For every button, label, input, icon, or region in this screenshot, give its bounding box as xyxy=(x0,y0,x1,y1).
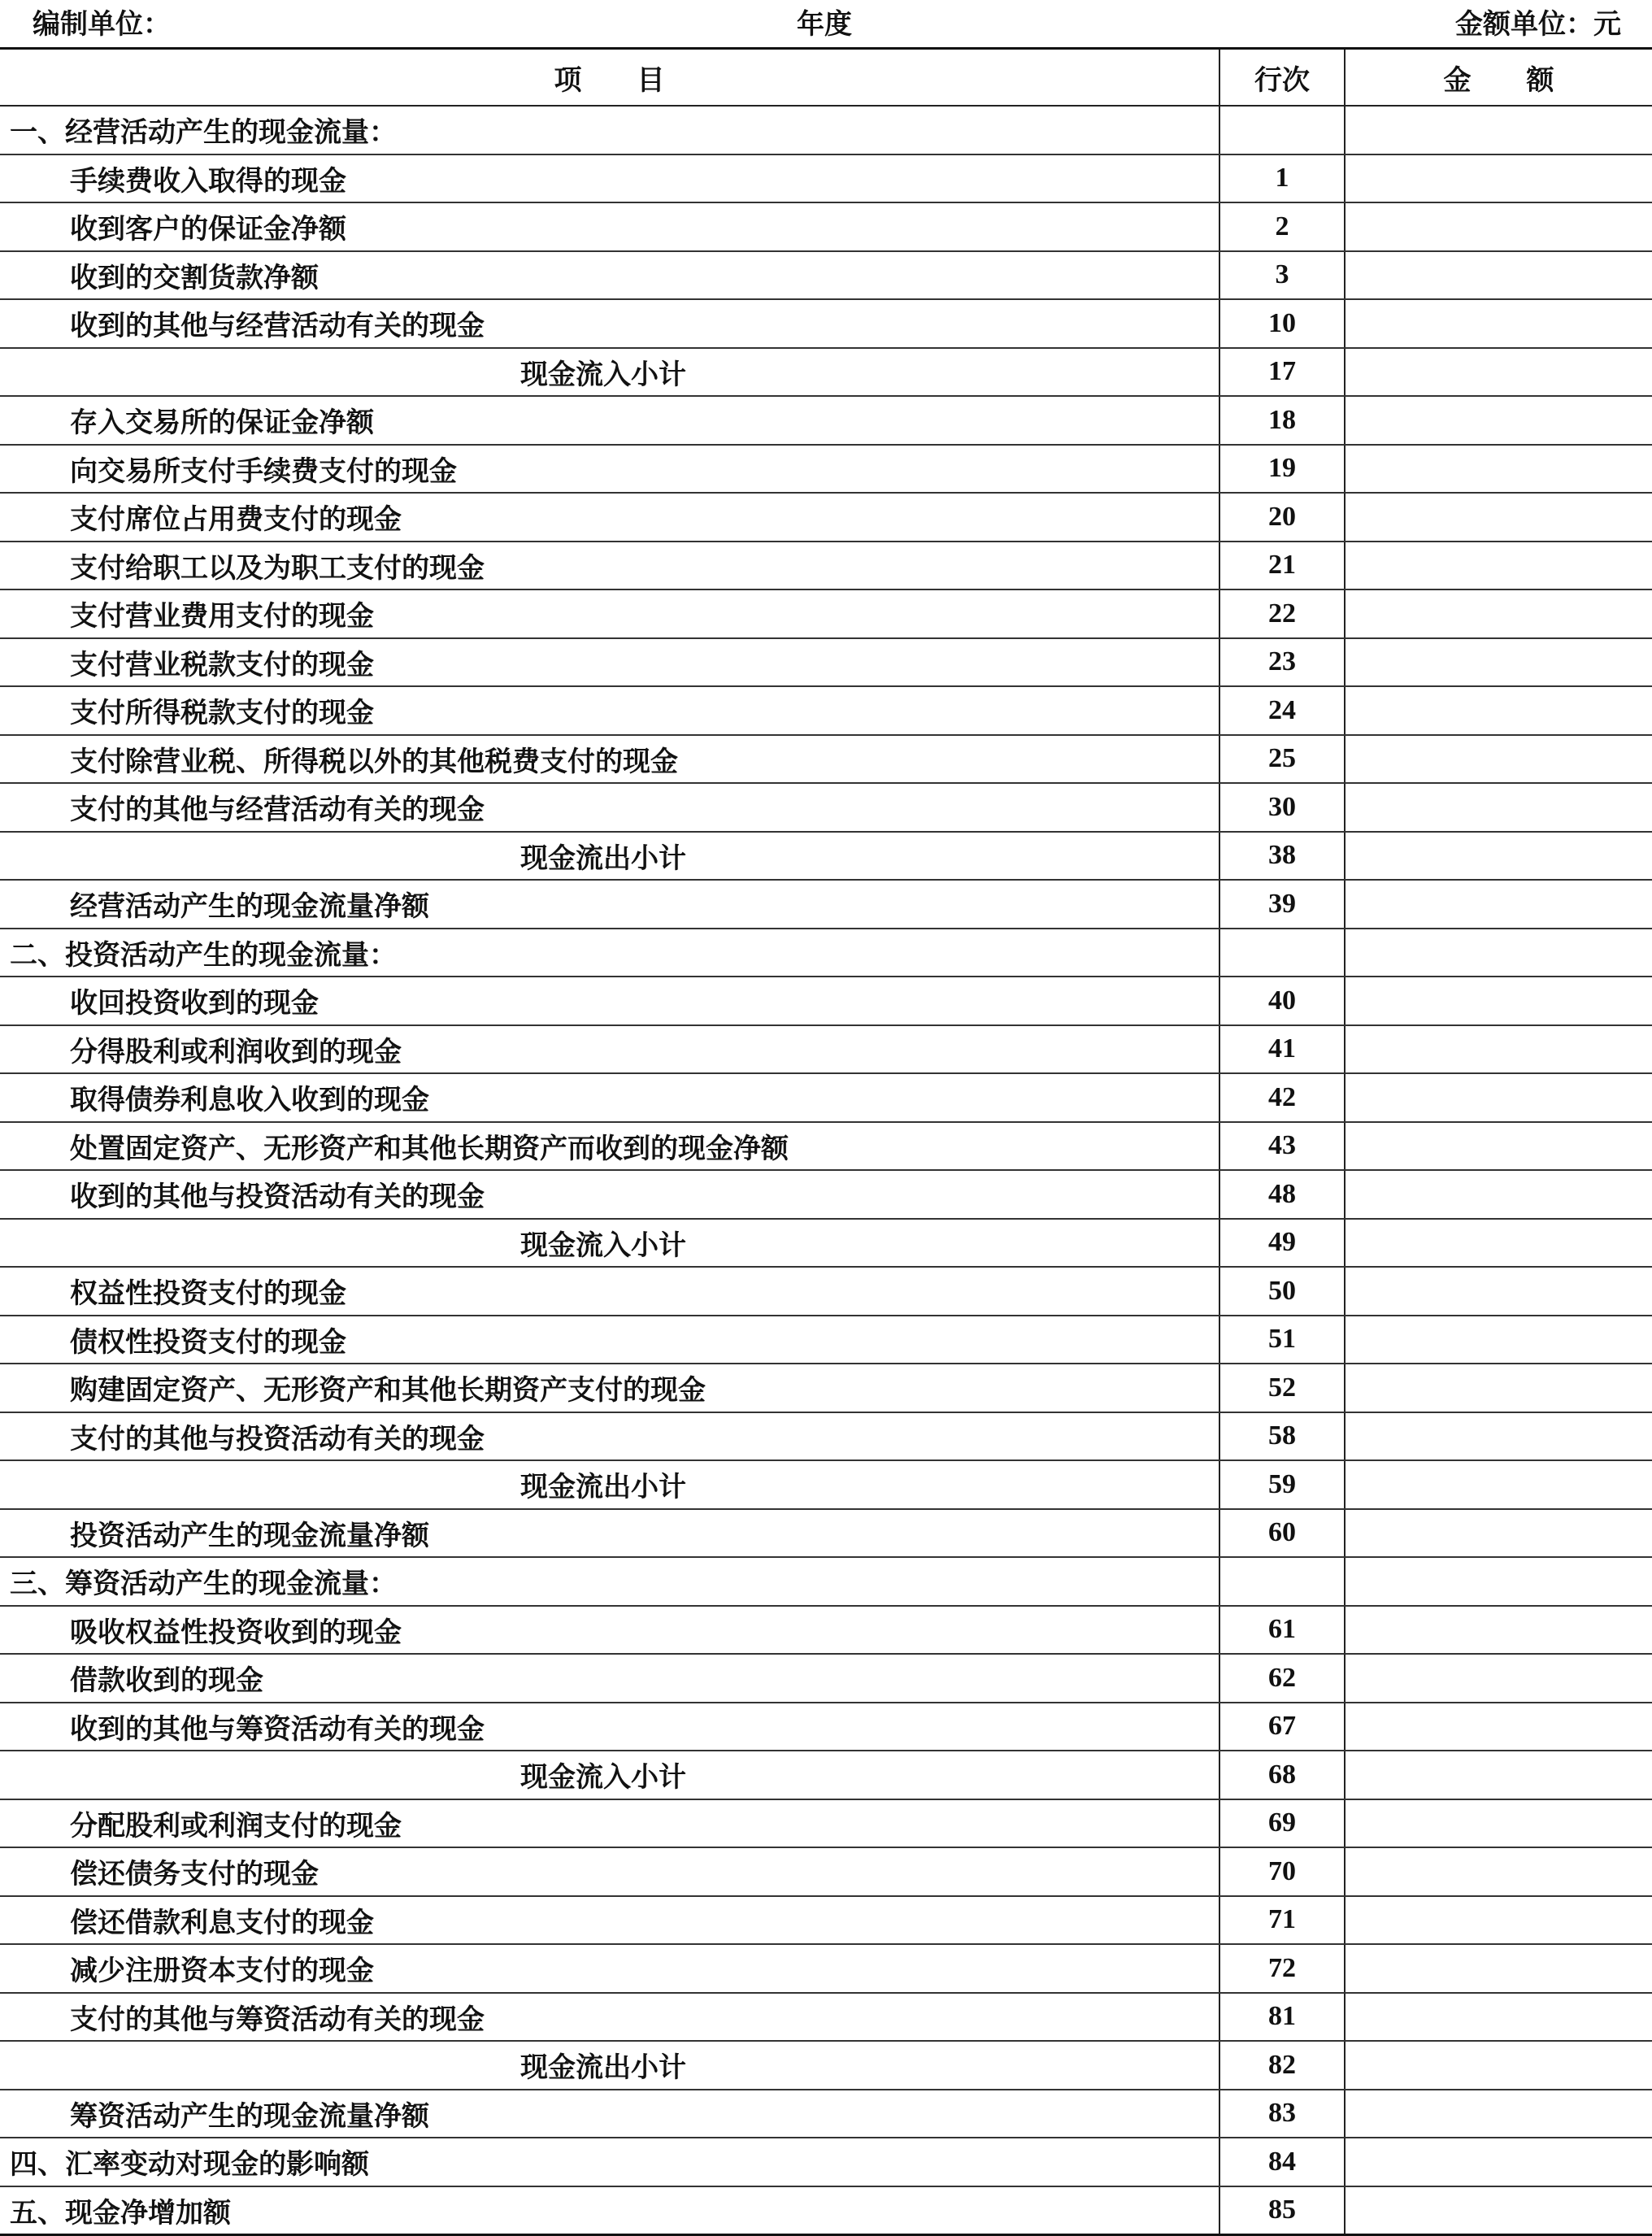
row-number: 83 xyxy=(1219,2090,1345,2138)
row-number: 49 xyxy=(1219,1219,1345,1268)
amount-cell xyxy=(1345,686,1652,735)
table-row xyxy=(0,2090,1652,2138)
row-number: 17 xyxy=(1219,348,1345,397)
table-row xyxy=(0,1219,1652,1268)
row-number: 30 xyxy=(1219,783,1345,832)
amount-cell xyxy=(1345,1654,1652,1703)
amount-cell xyxy=(1345,1025,1652,1074)
line-item-label: 支付席位占用费支付的现金 xyxy=(0,493,1219,542)
subtotal-label: 现金流出小计 xyxy=(0,832,1219,881)
table-row xyxy=(0,638,1652,687)
amount-cell xyxy=(1345,1170,1652,1219)
section-heading: 三、筹资活动产生的现金流量： xyxy=(0,1557,1219,1606)
row-number: 69 xyxy=(1219,1799,1345,1848)
amount-cell xyxy=(1345,445,1652,494)
amount-cell xyxy=(1345,783,1652,832)
row-number: 1 xyxy=(1219,154,1345,203)
line-item-label: 筹资活动产生的现金流量净额 xyxy=(0,2090,1219,2138)
currency-unit-label: 金额单位：元 xyxy=(1455,8,1621,41)
amount-cell xyxy=(1345,638,1652,687)
table-row xyxy=(0,2041,1652,2090)
amount-cell xyxy=(1345,2090,1652,2138)
line-item-label: 投资活动产生的现金流量净额 xyxy=(0,1509,1219,1558)
section-heading: 二、投资活动产生的现金流量： xyxy=(0,929,1219,977)
table-row xyxy=(0,2186,1652,2235)
row-number: 68 xyxy=(1219,1751,1345,1799)
line-item-label: 债权性投资支付的现金 xyxy=(0,1316,1219,1364)
line-item-label: 经营活动产生的现金流量净额 xyxy=(0,880,1219,929)
table-row xyxy=(0,251,1652,300)
table-row xyxy=(0,1460,1652,1509)
row-number: 43 xyxy=(1219,1122,1345,1171)
amount-cell xyxy=(1345,1509,1652,1558)
table-row xyxy=(0,1557,1652,1606)
amount-cell xyxy=(1345,977,1652,1025)
table-header-row xyxy=(0,49,1652,107)
column-header-item: 项 目 xyxy=(0,49,1219,107)
statement-meta-line xyxy=(0,0,1652,46)
table-row xyxy=(0,1316,1652,1364)
line-item-label: 借款收到的现金 xyxy=(0,1654,1219,1703)
amount-cell xyxy=(1345,735,1652,784)
table-row xyxy=(0,977,1652,1025)
row-number: 84 xyxy=(1219,2138,1345,2186)
amount-cell xyxy=(1345,1606,1652,1655)
line-item-label: 分配股利或利润支付的现金 xyxy=(0,1799,1219,1848)
amount-cell xyxy=(1345,1460,1652,1509)
line-item-label: 收到的交割货款净额 xyxy=(0,251,1219,300)
table-row xyxy=(0,686,1652,735)
table-row xyxy=(0,106,1652,154)
row-number: 38 xyxy=(1219,832,1345,881)
amount-cell xyxy=(1345,929,1652,977)
line-item-label: 偿还借款利息支付的现金 xyxy=(0,1896,1219,1945)
amount-cell xyxy=(1345,832,1652,881)
table-row xyxy=(0,1993,1652,2042)
amount-cell xyxy=(1345,1993,1652,2042)
line-item-label: 支付的其他与经营活动有关的现金 xyxy=(0,783,1219,832)
subtotal-label: 现金流出小计 xyxy=(0,2041,1219,2090)
table-row xyxy=(0,1944,1652,1993)
amount-cell xyxy=(1345,1944,1652,1993)
table-row xyxy=(0,154,1652,203)
amount-cell xyxy=(1345,1122,1652,1171)
table-row xyxy=(0,589,1652,638)
amount-cell xyxy=(1345,1412,1652,1461)
amount-cell xyxy=(1345,1557,1652,1606)
row-number: 61 xyxy=(1219,1606,1345,1655)
row-number: 41 xyxy=(1219,1025,1345,1074)
row-number: 42 xyxy=(1219,1073,1345,1122)
amount-cell xyxy=(1345,1219,1652,1268)
table-row xyxy=(0,1364,1652,1412)
table-row xyxy=(0,299,1652,348)
amount-cell xyxy=(1345,251,1652,300)
amount-cell xyxy=(1345,493,1652,542)
row-number xyxy=(1219,929,1345,977)
line-item-label: 分得股利或利润收到的现金 xyxy=(0,1025,1219,1074)
row-number: 25 xyxy=(1219,735,1345,784)
column-header-amount: 金 额 xyxy=(1345,49,1652,107)
table-row xyxy=(0,348,1652,397)
table-row xyxy=(0,1509,1652,1558)
row-number: 2 xyxy=(1219,202,1345,251)
row-number: 40 xyxy=(1219,977,1345,1025)
row-number: 21 xyxy=(1219,542,1345,590)
table-row xyxy=(0,832,1652,881)
amount-cell xyxy=(1345,106,1652,154)
table-row xyxy=(0,1703,1652,1751)
amount-cell xyxy=(1345,1703,1652,1751)
line-item-label: 取得债券利息收入收到的现金 xyxy=(0,1073,1219,1122)
line-item-label: 支付的其他与投资活动有关的现金 xyxy=(0,1412,1219,1461)
row-number: 10 xyxy=(1219,299,1345,348)
line-item-label: 收到的其他与投资活动有关的现金 xyxy=(0,1170,1219,1219)
amount-cell xyxy=(1345,880,1652,929)
amount-cell xyxy=(1345,299,1652,348)
line-item-label: 吸收权益性投资收到的现金 xyxy=(0,1606,1219,1655)
line-item-label: 支付营业费用支付的现金 xyxy=(0,589,1219,638)
amount-cell xyxy=(1345,1364,1652,1412)
row-number: 70 xyxy=(1219,1847,1345,1896)
line-item-label: 支付的其他与筹资活动有关的现金 xyxy=(0,1993,1219,2042)
row-number: 59 xyxy=(1219,1460,1345,1509)
table-row xyxy=(0,1073,1652,1122)
row-number: 19 xyxy=(1219,445,1345,494)
section-heading: 四、汇率变动对现金的影响额 xyxy=(0,2138,1219,2186)
line-item-label: 权益性投资支付的现金 xyxy=(0,1267,1219,1316)
row-number: 81 xyxy=(1219,1993,1345,2042)
amount-cell xyxy=(1345,1073,1652,1122)
line-item-label: 支付营业税款支付的现金 xyxy=(0,638,1219,687)
subtotal-label: 现金流入小计 xyxy=(0,348,1219,397)
row-number xyxy=(1219,1557,1345,1606)
table-row xyxy=(0,1654,1652,1703)
amount-cell xyxy=(1345,1847,1652,1896)
row-number: 20 xyxy=(1219,493,1345,542)
subtotal-label: 现金流入小计 xyxy=(0,1751,1219,1799)
table-row xyxy=(0,542,1652,590)
amount-cell xyxy=(1345,348,1652,397)
table-row xyxy=(0,2138,1652,2186)
line-item-label: 偿还债务支付的现金 xyxy=(0,1847,1219,1896)
table-row xyxy=(0,1896,1652,1945)
column-header-row-no: 行次 xyxy=(1219,49,1345,107)
row-number: 39 xyxy=(1219,880,1345,929)
line-item-label: 收到的其他与经营活动有关的现金 xyxy=(0,299,1219,348)
line-item-label: 收回投资收到的现金 xyxy=(0,977,1219,1025)
table-row xyxy=(0,1847,1652,1896)
table-row xyxy=(0,1799,1652,1848)
year-label: 年度 xyxy=(797,8,852,41)
amount-cell xyxy=(1345,2041,1652,2090)
line-item-label: 购建固定资产、无形资产和其他长期资产支付的现金 xyxy=(0,1364,1219,1412)
table-row xyxy=(0,1267,1652,1316)
preparer-label: 编制单位： xyxy=(33,8,171,41)
row-number: 71 xyxy=(1219,1896,1345,1945)
table-row xyxy=(0,1025,1652,1074)
line-item-label: 向交易所支付手续费支付的现金 xyxy=(0,445,1219,494)
row-number: 67 xyxy=(1219,1703,1345,1751)
section-heading: 一、经营活动产生的现金流量： xyxy=(0,106,1219,154)
amount-cell xyxy=(1345,542,1652,590)
row-number: 23 xyxy=(1219,638,1345,687)
amount-cell xyxy=(1345,154,1652,203)
cash-flow-table xyxy=(0,47,1652,2236)
line-item-label: 减少注册资本支付的现金 xyxy=(0,1944,1219,1993)
table-row xyxy=(0,735,1652,784)
table-row xyxy=(0,880,1652,929)
amount-cell xyxy=(1345,1799,1652,1848)
table-row xyxy=(0,396,1652,445)
row-number: 72 xyxy=(1219,1944,1345,1993)
line-item-label: 手续费收入取得的现金 xyxy=(0,154,1219,203)
row-number: 18 xyxy=(1219,396,1345,445)
table-row xyxy=(0,1606,1652,1655)
row-number: 52 xyxy=(1219,1364,1345,1412)
row-number: 22 xyxy=(1219,589,1345,638)
line-item-label: 支付所得税款支付的现金 xyxy=(0,686,1219,735)
row-number xyxy=(1219,106,1345,154)
row-number: 62 xyxy=(1219,1654,1345,1703)
table-row xyxy=(0,202,1652,251)
row-number: 58 xyxy=(1219,1412,1345,1461)
table-row xyxy=(0,929,1652,977)
section-heading: 五、现金净增加额 xyxy=(0,2186,1219,2235)
table-row xyxy=(0,1751,1652,1799)
amount-cell xyxy=(1345,1751,1652,1799)
subtotal-label: 现金流出小计 xyxy=(0,1460,1219,1509)
line-item-label: 收到的其他与筹资活动有关的现金 xyxy=(0,1703,1219,1751)
row-number: 85 xyxy=(1219,2186,1345,2235)
table-row xyxy=(0,445,1652,494)
amount-cell xyxy=(1345,1896,1652,1945)
amount-cell xyxy=(1345,2186,1652,2235)
row-number: 51 xyxy=(1219,1316,1345,1364)
amount-cell xyxy=(1345,2138,1652,2186)
subtotal-label: 现金流入小计 xyxy=(0,1219,1219,1268)
row-number: 48 xyxy=(1219,1170,1345,1219)
table-row xyxy=(0,783,1652,832)
cash-flow-table-body xyxy=(0,106,1652,2235)
amount-cell xyxy=(1345,1316,1652,1364)
row-number: 24 xyxy=(1219,686,1345,735)
row-number: 50 xyxy=(1219,1267,1345,1316)
table-row xyxy=(0,493,1652,542)
row-number: 3 xyxy=(1219,251,1345,300)
table-row xyxy=(0,1170,1652,1219)
row-number: 82 xyxy=(1219,2041,1345,2090)
line-item-label: 支付给职工以及为职工支付的现金 xyxy=(0,542,1219,590)
amount-cell xyxy=(1345,202,1652,251)
line-item-label: 存入交易所的保证金净额 xyxy=(0,396,1219,445)
line-item-label: 支付除营业税、所得税以外的其他税费支付的现金 xyxy=(0,735,1219,784)
line-item-label: 收到客户的保证金净额 xyxy=(0,202,1219,251)
amount-cell xyxy=(1345,1267,1652,1316)
row-number: 60 xyxy=(1219,1509,1345,1558)
amount-cell xyxy=(1345,589,1652,638)
table-row xyxy=(0,1412,1652,1461)
table-row xyxy=(0,1122,1652,1171)
line-item-label: 处置固定资产、无形资产和其他长期资产而收到的现金净额 xyxy=(0,1122,1219,1171)
amount-cell xyxy=(1345,396,1652,445)
